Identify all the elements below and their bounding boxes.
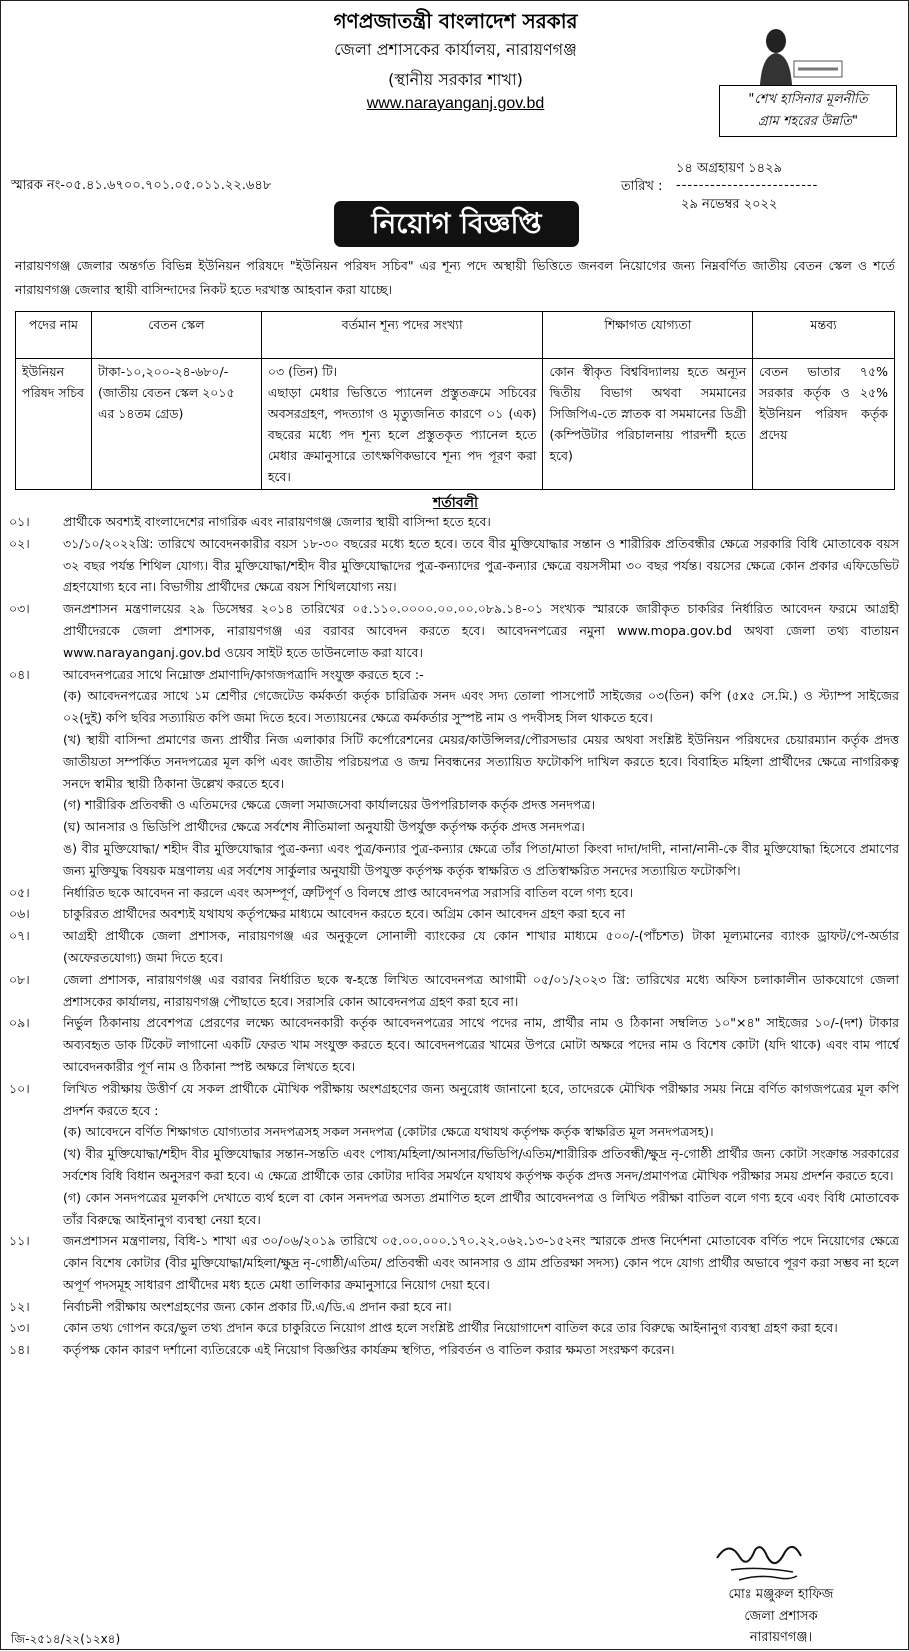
list-item xyxy=(9,903,899,925)
condition-text: নির্ধারিত ছকে আবেদন না করলে এবং অসম্পূর্ণ, ত্রুটিপূর্ণ ও বিলম্বে প্রাপ্ত আবেদনপত্র সরাসরি বাতিল বলে গণ্য হবে। xyxy=(63,884,634,900)
signatory-place: নারায়ণগঞ্জ। xyxy=(749,1630,813,1645)
condition-number: ০৫। xyxy=(9,884,30,900)
condition-number: ০১। xyxy=(9,514,30,529)
vacancy-note: এছাড়া মেধার ভিত্তিতে প্যানেল প্রস্তুতক্রমে সচিবের অবসরগ্রহণ, পদত্যাগ ও মৃত্যুজনিত কারণে ০১ (এক) বছরের মধ্যে পদ শূন্য হলে প্রস্তুতকৃত প্যানেল হতে মেধার ক্রমানুসারে তাৎক্ষণিকভাবে শূন্য পদ পূরণ করা হবে। xyxy=(267,385,537,484)
condition-number: ১২। xyxy=(9,1298,30,1314)
condition-number: ০৭। xyxy=(9,928,30,944)
office-heading: জেলা প্রশাসকের কার্যালয়, নারায়ণগঞ্জ xyxy=(334,40,577,59)
condition-number: ০৬। xyxy=(9,906,30,922)
cell-remarks: বেতন ভাতার ৭৫% সরকার কর্তৃক ও ২৫% ইউনিয়ন পরিষদ কর্তৃক প্রদেয় xyxy=(753,359,895,490)
list-item xyxy=(9,598,899,663)
slogan-line-1: "শেখ হাসিনার মূলনীতি xyxy=(748,92,868,107)
vacancy-count: ০৩ (তিন) টি। xyxy=(267,364,338,379)
cell-scale: টাকা-১০,২০০-২৪-৬৮০/- (জাতীয় বেতন স্কেল ২০১৫ এর ১৪তম গ্রেড) xyxy=(91,359,261,490)
date-separator: ------------------------- xyxy=(676,178,819,193)
notice-title: নিয়োগ বিজ্ঞপ্তি xyxy=(334,201,579,247)
slogan-line-2: গ্রাম শহরের উন্নতি" xyxy=(757,114,859,129)
condition-text: আগ্রহী প্রার্থীকে জেলা প্রশাসক, নারায়ণগঞ্জ এর অনুকূলে সোনালী ব্যাংকের যে কোন শাখার মাধ্যমে ৫০০/-(পাঁচশত) টাকা মূল্যমানের ব্যাংক ড্রাফট/পে-অর্ডার (অফেরতযোগ্য) জমা দিতে হবে। xyxy=(63,928,899,965)
website-link[interactable]: www.narayanganj.gov.bd xyxy=(366,95,545,112)
list-item xyxy=(9,1296,899,1318)
condition-number: ০৪। xyxy=(9,666,30,682)
table-row xyxy=(16,359,895,490)
cell-vacancy xyxy=(261,359,543,490)
sub-item: ঙ) বীর মুক্তিযোদ্ধা/ শহীদ বীর মুক্তিযোদ্ধার পুত্র-কন্যা এবং পুত্র/কন্যার পুত্র-কন্যার ক্ষেত্রে তাঁর পিতা/মাতা কিংবা দাদা/দাদী, নানা/নানী-কে বীর মুক্তিযোদ্ধা হিসেবে প্রমাণের জন্য মুক্তিযুদ্ধ বিষয়ক মন্ত্রণালয় এর সর্বশেষ সার্কুলার অনুযায়ী উপযুক্ত কর্তৃপক্ষ কর্তৃক স্বাক্ষরিত ও প্রতিস্বাক্ষরিত সনদের সত্যায়িত ফটোকপি। xyxy=(63,840,899,878)
condition-text: নির্ভুল ঠিকানায় প্রবেশপত্র প্রেরণের লক্ষ্যে আবেদনকারী কর্তৃক আবেদনপত্রের সাথে পদের নাম, প্রার্থীর নাম ও ঠিকানা সম্বলিত ১০"×৪" সাইজের ১০/-(দশ) টাকার অব্যবহৃত ডাক টিকেট লাগানো একটি ফেরত খাম সংযুক্ত করতে হবে। আবেদনপত্রের খামের উপরে মোটা অক্ষরে পদের নাম ও বিশেষ কোটা (যদি থাকে) এবং বাম পার্শ্বে আবেদনকারীর পূর্ণ নাম ও ঠিকানা স্পষ্ট অক্ষরে লিখতে হবে। xyxy=(63,1015,899,1074)
sub-item: (খ) বীর মুক্তিযোদ্ধা/শহীদ বীর মুক্তিযোদ্ধার সন্তান-সন্ততি এবং পোষ্য/মহিলা/আনসার/ভিডিপি/এতিম/শারীরিক প্রতিবন্ধী/ক্ষুদ্র নৃ-গোষ্ঠী প্রার্থীর জন্য কোটা সংক্রান্ত সরকারের সর্বশেষ বিধি বিধান অনুসরণ করা হবে। এ ক্ষেত্রে প্রার্থীকে তার কোটার দাবির সমর্থনে যথাযথ কর্তৃপক্ষ কর্তৃক প্রদত্ত সনদ/প্রমাণপত্র মৌখিক পরীক্ষার সময় প্রদর্শন করতে হবে। xyxy=(63,1146,899,1183)
list-item xyxy=(9,511,899,533)
condition-text: কোন তথ্য গোপন করে/ভুল তথ্য প্রদান করে চাকুরিতে নিয়োগ প্রাপ্ত হলে সংশ্লিষ্ট প্রার্থীর নিয়োগাদেশ বাতিল করে তার বিরুদ্ধে আইনানুগ ব্যবস্থা গ্রহণ করা হবে। xyxy=(63,1320,838,1336)
sub-item: (ঘ) আনসার ও ভিডিপি প্রার্থীদের ক্ষেত্রে সর্বশেষ নীতিমালা অনুযায়ী উপর্যুক্ত কর্তৃপক্ষ কর্তৃক প্রদত্ত সনদপত্র। xyxy=(63,819,585,835)
sub-item: (গ) শারীরিক প্রতিবন্ধী ও এতিমদের ক্ষেত্রে জেলা সমাজসেবা কার্যালয়ের উপপরিচালক কর্তৃক প্রদত্ত সনদপত্র। xyxy=(63,797,596,813)
condition-number: ১৪। xyxy=(9,1342,30,1358)
header-vacancy: বর্তমান শূন্য পদের সংখ্যা xyxy=(261,312,543,359)
signature-mark xyxy=(709,1536,809,1584)
slogan-box xyxy=(719,85,897,137)
condition-text: আবেদনপত্রের সাথে নিম্নোক্ত প্রমাণাদি/কাগজপত্রাদি সংযুক্ত করতে হবে :- xyxy=(63,666,424,682)
date-bangla: ১৪ অগ্রহায়ণ ১৪২৯ xyxy=(676,161,783,176)
condition-text: জনপ্রশাসন মন্ত্রণালয়ের ২৯ ডিসেম্বর ২০১৪ তারিখের ০৫.১১০.০০০০.০০.০০.০৮৯.১৪-০১ সংখ্যক স্মারকে জারীকৃত চাকরির নির্ধারিত আবেদন ফরমে আগ্রহী প্রার্থীদেরকে জেলা প্রশাসক, নারায়ণগঞ্জ এর বরাবর আবেদন করতে হবে। আবেদনপত্রের নমুনা www.mopa.gov.bd অথবা জেলা তথ্য বাতায়ন www.narayanganj.gov.bd ওয়েব সাইট হতে ডাউনলোড করা যাবে। xyxy=(63,601,899,660)
signatory-name: মোঃ মঞ্জুরুল হাফিজ xyxy=(728,1587,834,1602)
header-post: পদের নাম xyxy=(16,312,92,359)
date-label: তারিখ : xyxy=(621,179,663,194)
branch-heading: (স্থানীয় সরকার শাখা) xyxy=(388,70,523,89)
condition-text: চাকুরিরত প্রার্থীদের অবশ্যই যথাযথ কর্তৃপক্ষের মাধ্যমে আবেদন করতে হবে। অগ্রিম কোন আবেদন গ্রহণ করা হবে না xyxy=(63,906,626,922)
table-header-row xyxy=(16,312,895,359)
header-scale: বেতন স্কেল xyxy=(91,312,261,359)
sub-item: (খ) স্থায়ী বাসিন্দা প্রমাণের জন্য প্রার্থীর নিজ এলাকার সিটি কর্পোরেশনের মেয়র/কাউন্সিলর/পৌরসভার মেয়র অথবা সংশ্লিষ্ট ইউনিয়ন পরিষদের চেয়ারম্যান কর্তৃক প্রদত্ত জাতীয়তা সম্পর্কিত সনদপত্রের মূল কপি এবং জাতীয় পরিচয়পত্র ও জন্ম নিবন্ধনের সত্যায়িত ফটোকপি দাখিল করতে হবে। বিবাহিত মহিলা প্রার্থীদের ক্ষেত্রে নাগরিকত্ব সনদে স্বামীর স্থায়ী ঠিকানা উল্লেখ করতে হবে। xyxy=(63,731,899,791)
list-item xyxy=(9,664,899,882)
condition-number: ০৯। xyxy=(9,1015,30,1031)
list-item xyxy=(9,1012,899,1077)
footer-code: জি-২৫১৪/২২(১২x৪) xyxy=(11,1632,121,1646)
condition-number: ০৩। xyxy=(9,601,30,617)
condition-text: প্রার্থীকে অবশ্যই বাংলাদেশের নাগরিক এবং নারায়ণগঞ্জ জেলার স্থায়ী বাসিন্দা হতে হবে। xyxy=(63,514,491,529)
list-item xyxy=(9,1339,899,1361)
list-item xyxy=(9,1317,899,1339)
sub-item: (ক) আবেদনে বর্ণিত শিক্ষাগত যোগ্যতার সনদপত্রসহ সকল সনদপত্র (কোটার ক্ষেত্রে যথাযথ কর্তৃপক্ষ কর্তৃক স্বাক্ষরিত মূল সনদপত্রসহ)। xyxy=(63,1124,714,1140)
list-item xyxy=(9,533,899,598)
condition-number: ০৮। xyxy=(9,971,30,987)
condition-number: ০২। xyxy=(9,535,30,551)
conditions-title: শর্তাবলী xyxy=(432,495,479,511)
condition-text: জেলা প্রশাসক, নারায়ণগঞ্জ এর বরাবর নির্ধারিত ছকে স্ব-হস্তে লিখিত আবেদনপত্র আগামী ০৫/০১/২০২৩ খ্রি: তারিখের মধ্যে অফিস চলাকালীন ডাকযোগে জেলা প্রশাসকের কার্যালয়, নারায়ণগঞ্জ পৌছাতে হবে। সরাসরি কোন আবেদনপত্র গ্রহণ করা হবে না। xyxy=(63,971,899,1009)
cell-post: ইউনিয়ন পরিষদ সচিব xyxy=(16,359,92,490)
sub-item: (ক) আবেদনপত্রের সাথে ১ম শ্রেণীর গেজেটেড কর্মকর্তা কর্তৃক চারিত্রিক সনদ এবং সদ্য তোলা পাসপোর্ট সাইজের ০৩(তিন) কপি (৫x৫ সে.মি.) ও স্ট্যাম্প সাইজের ০২(দুই) কপি ছবির সত্যায়িত কপি জমা দিতে হবে। সত্যায়নের ক্ষেত্রে কর্মকর্তার সুস্পষ্ট নাম ও পদবীসহ সিল থাকতে হবে। xyxy=(63,688,899,726)
mujib-portrait-logo xyxy=(746,23,846,85)
list-item xyxy=(9,882,899,904)
condition-number: ১৩। xyxy=(9,1320,30,1336)
condition-text: জনপ্রশাসন মন্ত্রণালয়, বিধি-১ শাখা এর ৩০/০৬/২০১৯ তারিখে ০৫.০০.০০০.১৭০.২২.০৬২.১৩-১৫২নং স্মারকে প্রদত্ত নির্দেশনা মোতাবেক বর্ণিত পদে নিয়োগের ক্ষেত্রে কোন বিশেষ কোটার (বীর মুক্তিযোদ্ধা/মহিলা/ক্ষুদ্র নৃ-গোষ্ঠী/এতিম/ প্রতিবন্ধী এবং আনসার ও গ্রাম প্রতিরক্ষা সদস্য) কোন পদে যোগ্য প্রার্থীর অভাবে পূরণ করা সম্ভব না হলে অপূর্ণ পদসমূহ সাধারণ প্রার্থীদের মধ্য হতে মেধা তালিকার ক্রমানুসারে নিয়োগ দেয়া হবে। xyxy=(63,1233,899,1292)
list-item xyxy=(9,1078,899,1231)
list-item xyxy=(9,925,899,969)
condition-text: লিখিত পরীক্ষায় উত্তীর্ণ যে সকল প্রার্থীকে মৌখিক পরীক্ষায় অংশগ্রহণের জন্য অনুরোধ জানানো হবে, তাদেরকে মৌখিক পরীক্ষার সময় নিম্নে বর্ণিত কাগজপত্রের মূল কপি প্রদর্শন করতে হবে : xyxy=(63,1080,899,1118)
sub-item: (গ) কোন সনদপত্রের মূলকপি দেখাতে ব্যর্থ হলে বা কোন সনদপত্র অসত্য প্রমাণিত হলে প্রার্থীর আবেদনপত্র ও লিখিত পরীক্ষা বাতিল বলে গণ্য হবে এবং বিধি মোতাবেক তাঁর বিরুদ্ধে আইনানুগ ব্যবস্থা নেয়া হবে। xyxy=(63,1189,899,1227)
date-english: ২৯ নভেম্বর ২০২২ xyxy=(681,197,778,212)
signatory-designation: জেলা প্রশাসক xyxy=(744,1609,818,1624)
condition-body xyxy=(63,1078,899,1231)
condition-number: ১০। xyxy=(9,1080,30,1096)
post-table xyxy=(15,311,895,490)
condition-body xyxy=(63,664,899,882)
intro-paragraph: নারায়ণগঞ্জ জেলার অন্তর্গত বিভিন্ন ইউনিয়ন পরিষদে "ইউনিয়ন পরিষদ সচিব" এর শূন্য পদে অস্থায়ী ভিত্তিতে জনবল নিয়োগের জন্য নিম্নবর্ণিত জাতীয় বেতন স্কেল ও শর্তে নারায়ণগঞ্জ জেলার স্থায়ী বাসিন্দাদের নিকট হতে দরখাস্ত আহবান করা যাচ্ছে। xyxy=(15,258,895,297)
condition-text: ৩১/১০/২০২২খ্রি: তারিখে আবেদনকারীর বয়স ১৮-৩০ বছরের মধ্যে হতে হবে। তবে বীর মুক্তিযোদ্ধার সন্তান ও শারীরিক প্রতিবন্ধীর ক্ষেত্রে সরকারি বিধি মোতাবেক বয়স ৩২ বছর পর্যন্ত শিথিল যোগ্য। বীর মুক্তিযোদ্ধা/শহীদ বীর মুক্তিযোদ্ধাদের পুত্র-কন্যাদের পুত্র-কন্যার ক্ষেত্রে বয়সসীমা ৩০ বছর পর্যন্ত। বয়সের ক্ষেত্রে কোন প্রকার এফিডেভিট গ্রহণযোগ্য হবে না। বিভাগীয় প্রার্থীদের ক্ষেত্রে বয়স শিথিলযোগ্য নয়। xyxy=(63,535,899,595)
header-remarks: মন্তব্য xyxy=(753,312,895,359)
cell-qualification: কোন স্বীকৃত বিশ্ববিদ্যালয় হতে অন্যূন দ্বিতীয় বিভাগ অথবা সমমানের সিজিপিএ-তে স্নাতক বা সমমানের ডিগ্রী (কম্পিউটার পরিচালনায় পারদর্শী হতে হবে) xyxy=(543,359,753,490)
list-item xyxy=(9,969,899,1013)
list-item xyxy=(9,1230,899,1295)
header-qualification: শিক্ষাগত যোগ্যতা xyxy=(543,312,753,359)
memo-number: স্মারক নং-০৫.৪১.৬৭০০.৭০১.০৫.০১১.২২.৬৪৮ xyxy=(11,178,272,193)
government-heading: গণপ্রজাতন্ত্রী বাংলাদেশ সরকার xyxy=(333,9,578,33)
conditions-list xyxy=(9,511,899,1361)
condition-text: কর্তৃপক্ষ কোন কারণ দর্শানো ব্যতিরেকে এই নিয়োগ বিজ্ঞপ্তির কার্যক্রম স্থগিত, পরিবর্তন ও বাতিল করার ক্ষমতা সংরক্ষণ করেন। xyxy=(63,1342,675,1358)
condition-number: ১১। xyxy=(9,1233,30,1249)
condition-text: নির্বাচনী পরীক্ষায় অংশগ্রহণের জন্য কোন প্রকার টি.এ/ডি.এ প্রদান করা হবে না। xyxy=(63,1298,452,1314)
